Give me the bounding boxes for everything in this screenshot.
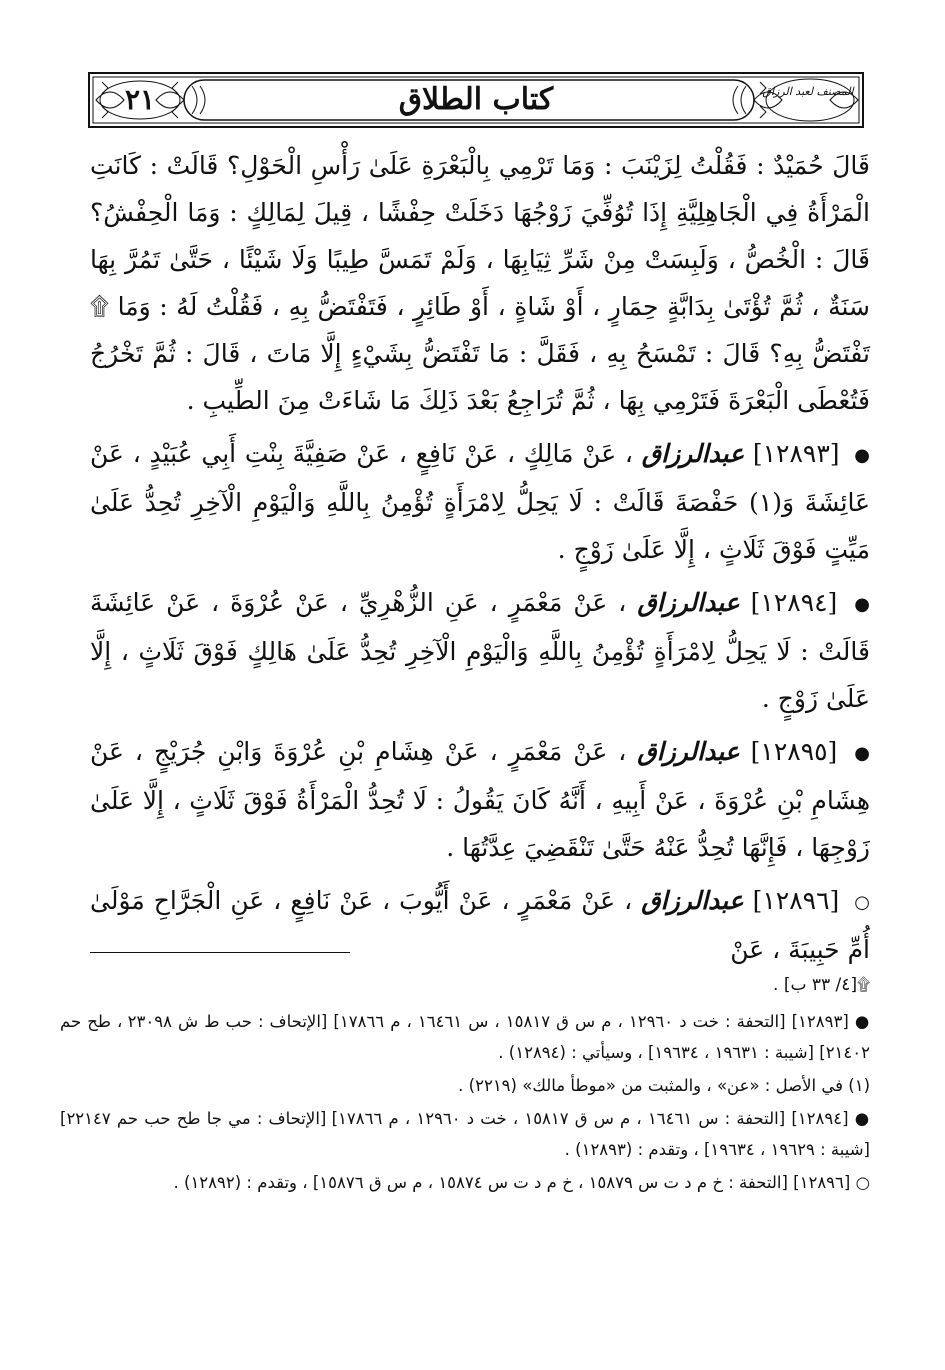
hadith-text: ، عَنْ مَعْمَرٍ ، عَنْ أَيُّوبَ ، عَنْ نَافِعٍ ، عَنِ الْجَرَّاحِ مَوْلَىٰ أُمِّ حَبِيبَةَ ، عَنْ [90, 886, 870, 964]
narrator-name: عبدالرزاق [637, 588, 740, 617]
footnote-text: [١٢٨٩٦] [التحفة : خ م د ت س ١٥٨٧٩ ، خ م د ت س ١٥٨٧٤ ، م س ق ١٥٨٧٦] ، وتقدم : (١٢٨٩٢) . [173, 1173, 851, 1192]
footnote-text: [١٢٨٩٣] [التحفة : خت د ١٢٩٦٠ ، م س ق ١٥٨١٧ ، س ١٦٤٦١ ، م ١٧٨٦٦] [الإتحاف : حب ط ش ٢٣٠٩٨ ، طح حم ٢١٤٠٢] [شيبة : ١٩٦٣١ ، ١٩٦٣٤] ، وسيأتي : (١٢٨٩٤) . [60, 1012, 870, 1062]
main-text [90, 142, 870, 973]
hadith-marker: ○ [854, 892, 870, 913]
page-number: ٢١ [124, 83, 156, 116]
hadith-12896 [90, 877, 870, 973]
publisher-logo: المصنف لعبد الرزاق [762, 85, 854, 98]
footnote-1 [60, 1070, 870, 1101]
hadith-marker: ● [854, 743, 871, 764]
paragraph-continuation [90, 142, 870, 424]
footnote-12896 [60, 1167, 870, 1198]
hadith-marker: ● [854, 594, 870, 615]
hadith-marker: ● [854, 445, 870, 466]
hadith-number: [١٢٨٩٥] [750, 737, 838, 766]
hadith-12893 [90, 430, 870, 573]
footnotes [60, 968, 870, 1200]
narrator-name: عبدالرزاق [641, 439, 745, 468]
footnote-12893 [60, 1006, 870, 1068]
hadith-number: [١٢٨٩٤] [750, 588, 838, 617]
book-title: كتاب الطلاق [398, 82, 554, 117]
narrator-name: عبدالرزاق [641, 886, 744, 915]
footnote-marker: ○ [855, 1173, 870, 1192]
hadith-number: [١٢٨٩٣] [752, 439, 840, 468]
footnote-marker: ● [854, 1109, 871, 1128]
hadith-12894 [90, 579, 870, 722]
footnote-12894 [60, 1103, 870, 1165]
footnote-separator [90, 952, 350, 953]
hadith-text: ، عَنْ مَالِكٍ ، عَنْ نَافِعٍ ، عَنْ صَفِيَّةَ بِنْتِ أَبِي عُبَيْدٍ ، عَنْ عَائِشَةَ وَ(١) حَفْصَةَ قَالَتْ : لَا يَحِلُّ لِامْرَأَةٍ تُؤْمِنُ بِاللَّهِ وَالْيَوْمِ الْآخِرِ تُحِدُّ عَلَىٰ مَيِّتٍ فَوْقَ ثَلَاثٍ ، إِلَّا عَلَىٰ زَوْجٍ . [90, 439, 870, 564]
narrator-name: عبدالرزاق [637, 737, 740, 766]
hadith-12895 [90, 728, 870, 871]
paragraph-text: قَالَ حُمَيْدٌ : فَقُلْتُ لِزَيْنَبَ : وَمَا تَرْمِي بِالْبَعْرَةِ عَلَىٰ رَأْسِ الْحَوْلِ؟ قَالَتْ : كَانَتِ الْمَرْأَةُ فِي الْجَاهِلِيَّةِ إِذَا تُوُفِّيَ زَوْجُهَا دَخَلَتْ حِفْشًا ، قِيلَ لِمَالِكٍ : وَمَا الْحِفْشُ؟ قَالَ : الْخُصُّ ، وَلَبِسَتْ مِنْ شَرِّ ثِيَابِهَا ، وَلَمْ تَمَسَّ طِيبًا وَلَا شَيْئًا ، حَتَّىٰ تَمُرَّ بِهَا سَنَةٌ ، ثُمَّ تُؤْتَىٰ بِدَابَّةٍ حِمَارٍ ، أَوْ شَاةٍ ، أَوْ طَائِرٍ ، فَتَفْتَضُّ بِهِ ، فَقُلْتُ لَهُ : وَمَا ۩ تَفْتَضُّ بِهِ؟ قَالَ : تَمْسَحُ بِهِ ، فَقَلَّ : مَا تَفْتَضُّ بِشَيْءٍ إِلَّا مَاتَ ، قَالَ : ثُمَّ تَخْرُجُ فَتُعْطَى الْبَعْرَةَ فَتَرْمِي بِهَا ، ثُمَّ تُرَاجِعُ بَعْدَ ذَلِكَ مَا شَاءَتْ مِنَ الطِّيبِ . [90, 151, 870, 415]
manuscript-reference: ۩[٤/ ٣٣ ب] . [773, 975, 870, 995]
footnote-text: [١٢٨٩٤] [التحفة : س ١٦٤٦١ ، م س ق ١٥٨١٧ ، خت د ١٢٩٦٠ ، م ١٧٨٦٦] [الإتحاف : مي جا طح حب حم ٢٢١٤٧] [شيبة : ١٩٦٢٩ ، ١٩٦٣٤] ، وتقدم : (١٢٨٩٣) . [60, 1109, 870, 1159]
page-header [88, 72, 864, 128]
hadith-text: ، عَنْ مَعْمَرٍ ، عَنْ هِشَامِ بْنِ عُرْوَةَ وَابْنِ جُرَيْجٍ ، عَنْ هِشَامِ بْنِ عُرْوَةَ ، عَنْ أَبِيهِ ، أَنَّهُ كَانَ يَقُولُ : لَا تُحِدُّ الْمَرْأَةُ فَوْقَ ثَلَاثٍ ، إِلَّا عَلَىٰ زَوْجِهَا ، فَإِنَّهَا تُحِدُّ عَنْهُ حَتَّىٰ تَنْقَضِيَ عِدَّتُهَا . [90, 737, 870, 862]
footnote-marker: ● [854, 1012, 871, 1031]
hadith-text: ، عَنْ مَعْمَرٍ ، عَنِ الزُّهْرِيِّ ، عَنْ عُرْوَةَ ، عَنْ عَائِشَةَ قَالَتْ : لَا يَحِلُّ لِامْرَأَةٍ تُؤْمِنُ بِاللَّهِ وَالْيَوْمِ الْآخِرِ تُحِدُّ عَلَىٰ هَالِكٍ فَوْقَ ثَلَاثٍ ، إِلَّا عَلَىٰ زَوْجٍ . [90, 588, 870, 713]
hadith-number: [١٢٨٩٦] [752, 886, 840, 915]
footnote-text: (١) في الأصل : «عن» ، والمثبت من «موطأ مالك» (٢٢١٩) . [458, 1076, 870, 1095]
